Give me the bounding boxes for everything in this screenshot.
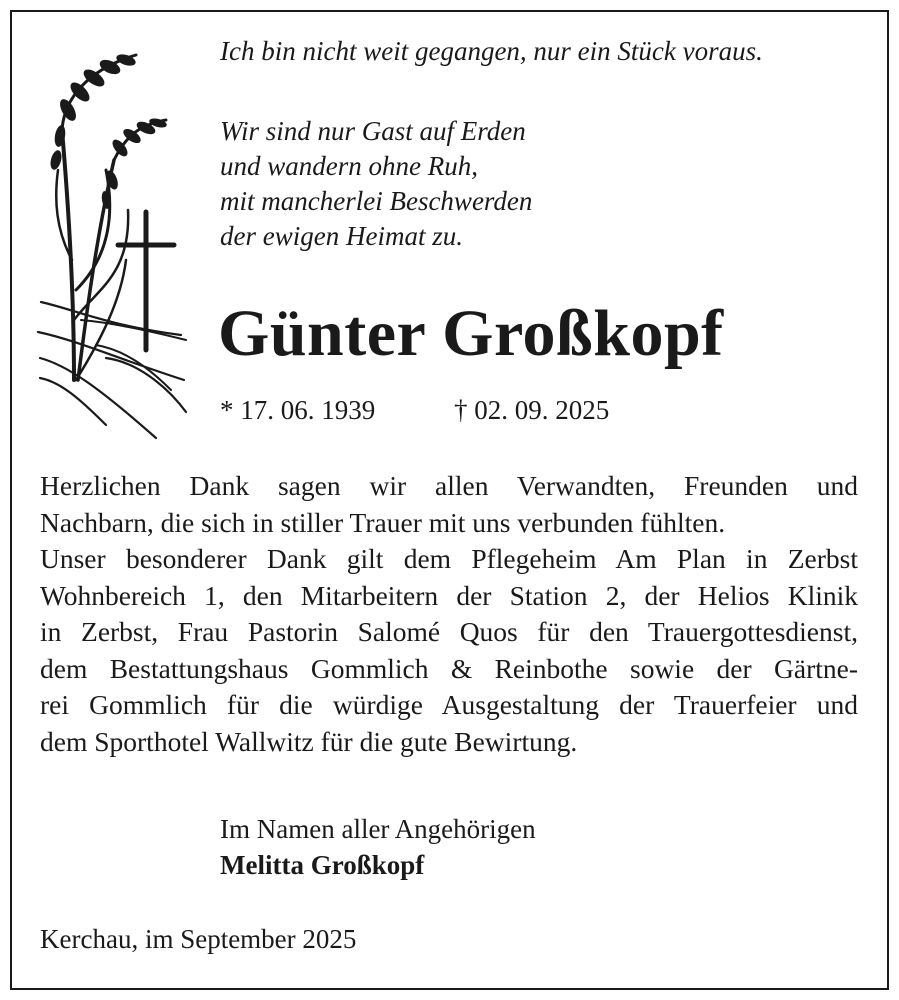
birth-date: * 17. 06. 1939 [220,395,376,425]
thanks-line: rei Gommlich für die würdige Ausgestaltung der Trauerfeier und [40,689,858,720]
life-dates [220,395,609,426]
place-and-date: Kerchau, im September 2025 [40,924,357,954]
signature-intro: Im Namen aller Angehörigen [220,814,536,844]
poem-line: mit mancherlei Beschwerden [220,186,533,216]
poem-line: und wandern ohne Ruh, [220,151,478,181]
death-date: † 02. 09. 2025 [454,395,610,425]
thanks-line: dem Sporthotel Wallwitz für die gute Bewirtung. [40,725,578,757]
signature-block [220,811,536,883]
poem-line: Wir sind nur Gast auf Erden [220,116,526,146]
poem [220,114,532,254]
thanks-line: in Zerbst, Frau Pastorin Salomé Quos für den Trauergottesdienst, [40,616,858,647]
thanks-line: Wohnbereich 1, den Mitarbeitern der Station 2, der Helios Klinik [40,579,858,611]
thanks-paragraph [40,468,858,760]
thanks-line: Unser besonderer Dank gilt dem Pflegeheim Am Plan in Zerbst [40,543,858,574]
opening-quote: Ich bin nicht weit gegangen, nur ein Stück voraus. [220,36,763,66]
poem-line: der ewigen Heimat zu. [220,221,463,251]
signer-name: Melitta Großkopf [220,850,425,880]
thanks-line: Herzlichen Dank sagen wir allen Verwandten, Freunden und [40,470,858,501]
thanks-line: Nachbarn, die sich in stiller Trauer mit uns verbunden fühlten. [40,506,726,538]
thanks-line: dem Bestattungshaus Gommlich & Reinbothe sowie der Gärtne- [40,652,858,684]
deceased-name: Günter Großkopf [218,297,724,370]
wheat-and-cross-icon [36,40,196,450]
